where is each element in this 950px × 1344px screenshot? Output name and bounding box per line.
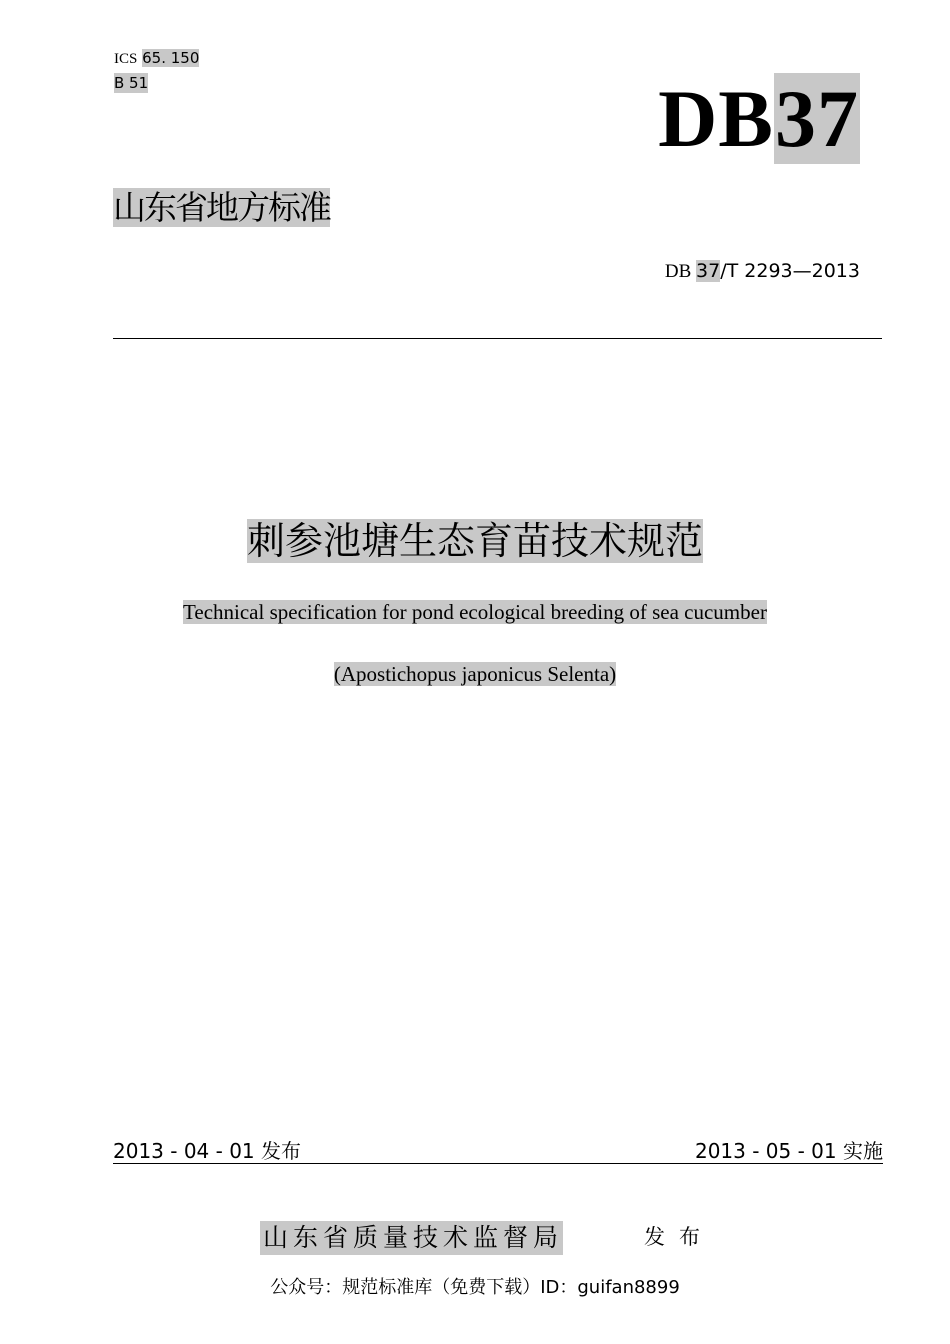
- ics-classification: [114, 48, 199, 69]
- title-english-subtitle-text: (Apostichopus japonicus Selenta): [333, 662, 617, 686]
- footer-note: 公众号：规范标准库（免费下载）ID：guifan8899: [270, 1277, 680, 1298]
- db-logo: [658, 75, 860, 163]
- top-divider: [113, 338, 882, 339]
- standard-number-prefix: DB: [664, 261, 697, 282]
- standard-number-province: 37: [696, 260, 721, 282]
- ccs-code: B 51: [114, 74, 149, 92]
- issue-action: 发布: [644, 1225, 714, 1249]
- title-english-subtitle: [0, 661, 950, 687]
- title-english-text: Technical specification for pond ecological breeding of sea cucumber: [183, 600, 767, 624]
- standard-type-text: 山东省地方标准: [113, 188, 330, 227]
- bottom-divider: [113, 1163, 883, 1164]
- issue-date: 2013 - 04 - 01 发布: [113, 1139, 302, 1163]
- title-chinese: [0, 515, 950, 567]
- standard-number: [665, 258, 860, 285]
- title-english: [0, 599, 950, 625]
- implementation-date: 2013 - 05 - 01 实施: [694, 1139, 883, 1163]
- ics-prefix: ICS: [114, 51, 138, 67]
- db-logo-number: 37: [775, 73, 859, 164]
- standard-number-suffix: /T 2293—2013: [720, 260, 860, 282]
- db-logo-letters: DB: [658, 73, 774, 164]
- ics-code: 65. 150: [142, 49, 200, 67]
- title-chinese-text: 刺参池塘生态育苗技术规范: [246, 519, 703, 563]
- issuing-authority: 山东省质量技术监督局: [260, 1221, 563, 1255]
- standard-type: [113, 185, 330, 231]
